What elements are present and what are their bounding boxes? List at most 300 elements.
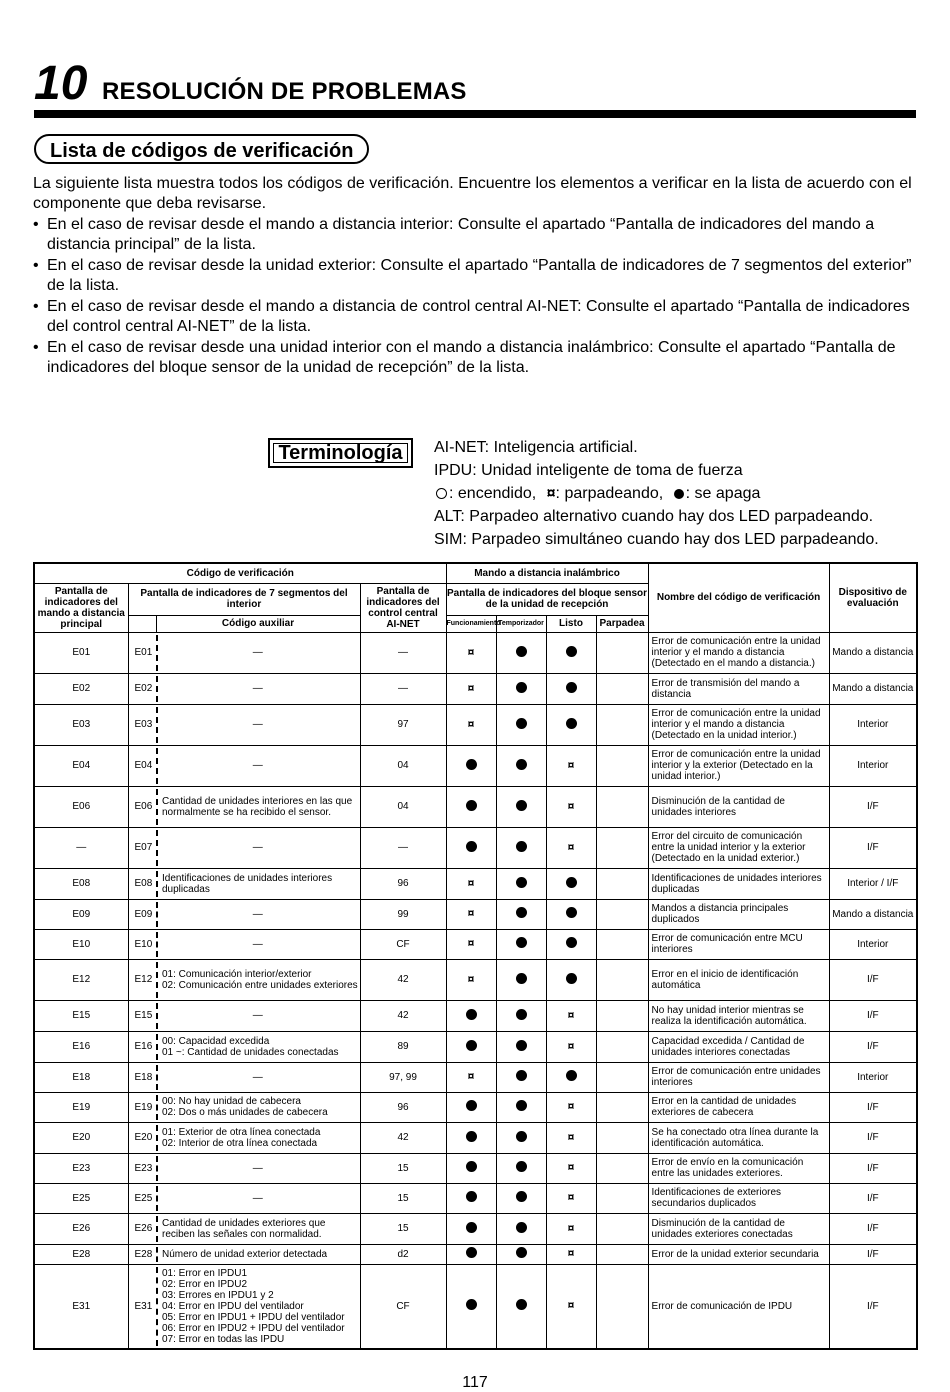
chapter-number: 10: [34, 57, 88, 110]
page-number: 117: [462, 1374, 488, 1391]
led-off-icon: [466, 759, 477, 770]
led-listo-cell: [546, 1000, 596, 1031]
led-func-cell: [446, 632, 496, 673]
led-off-icon: [466, 1191, 477, 1202]
led-par-cell: [596, 1062, 648, 1092]
intro-bullet-text: En el caso de revisar desde una unidad interior con el mando a distancia inalámbrico: Consulte el apartado “Pantalla de indicadores del bloque sensor de la unidad de recepción” de la lista.: [47, 339, 896, 376]
led-par-cell: [596, 745, 648, 786]
led-listo-cell: [546, 1031, 596, 1062]
aux-code-cell: [156, 1244, 360, 1264]
evaluation-device: I/F: [829, 1000, 917, 1031]
led-par-cell: [596, 899, 648, 929]
led-off-icon: [516, 718, 527, 729]
led-off-icon: [674, 489, 684, 499]
evaluation-device: I/F: [829, 1183, 917, 1213]
table-row: [34, 929, 917, 959]
led-blink-icon: ¤: [567, 1190, 575, 1204]
table-row: [34, 745, 917, 786]
seven-seg-code: E10: [128, 929, 156, 959]
header-temporizador: Temporizador: [496, 615, 546, 632]
led-func-cell: [446, 673, 496, 704]
seven-seg-code: E02: [128, 673, 156, 704]
led-off-icon: [466, 841, 477, 852]
aux-code-text: Identificaciones de unidades interiores duplicadas: [162, 872, 333, 895]
aux-code-cell: [156, 1122, 360, 1153]
led-temp-cell: [496, 1213, 546, 1244]
dashed-divider: [156, 871, 158, 897]
table-row: [34, 632, 917, 673]
check-code-name: Disminución de la cantidad de unidades interiores: [648, 786, 829, 827]
led-blink-icon: ¤: [567, 757, 575, 772]
header-listo: Listo: [546, 615, 596, 632]
led-par-cell: [596, 959, 648, 1000]
main-remote-code: E31: [34, 1264, 128, 1349]
aux-code-text: Cantidad de unidades exteriores que reciben las señales con normalidad.: [162, 1217, 326, 1240]
led-temp-cell: [496, 1153, 546, 1183]
led-blink-icon: ¤: [567, 798, 575, 813]
led-par-cell: [596, 1264, 648, 1349]
main-remote-code: E15: [34, 1000, 128, 1031]
aux-code-text: —: [252, 647, 263, 658]
main-remote-code: —: [34, 827, 128, 868]
check-code-name: Mandos a distancia principales duplicados: [648, 899, 829, 929]
main-remote-code: E18: [34, 1062, 128, 1092]
aux-code-text: —: [252, 683, 263, 694]
seven-seg-code: E20: [128, 1122, 156, 1153]
check-code-name: Error de transmisión del mando a distancia: [648, 673, 829, 704]
led-blink-icon: ¤: [567, 1038, 575, 1053]
dashed-divider: [156, 635, 158, 671]
led-blink-icon: ¤: [567, 1220, 575, 1235]
led-listo-cell: [546, 1153, 596, 1183]
led-func-cell: [446, 704, 496, 745]
header-main-remote: Pantalla de indicadores del mando a distancia principal: [34, 583, 128, 632]
led-par-cell: [596, 1031, 648, 1062]
led-temp-cell: [496, 1244, 546, 1264]
led-off-icon: [516, 1040, 527, 1051]
led-temp-cell: [496, 704, 546, 745]
led-func-cell: [446, 1264, 496, 1349]
led-temp-cell: [496, 899, 546, 929]
led-off-icon: [466, 800, 477, 811]
led-off-icon: [516, 1247, 527, 1258]
check-code-name: Se ha conectado otra línea durante la identificación automática.: [648, 1122, 829, 1153]
header-seven-seg: Pantalla de indicadores de 7 segmentos del interior: [128, 583, 360, 615]
evaluation-device: I/F: [829, 1244, 917, 1264]
header-aux-code: Código auxiliar: [156, 615, 360, 632]
led-blink-icon: ¤: [467, 716, 475, 731]
evaluation-device: Interior: [829, 929, 917, 959]
dashed-divider: [156, 932, 158, 957]
check-code-name: Capacidad excedida / Cantidad de unidades interiores conectadas: [648, 1031, 829, 1062]
led-blink-icon: ¤: [567, 1246, 575, 1260]
led-temp-cell: [496, 1031, 546, 1062]
led-off-icon: [466, 1009, 477, 1020]
led-par-cell: [596, 1000, 648, 1031]
led-on-icon: [436, 488, 447, 499]
led-off-icon: [566, 973, 577, 984]
led-listo-cell: [546, 786, 596, 827]
aux-code-text: —: [252, 1162, 263, 1174]
table-row: [34, 1183, 917, 1213]
led-blink-icon: ¤: [467, 936, 475, 950]
header-sensor-block: Pantalla de indicadores del bloque sensor de la unidad de recepción: [446, 583, 648, 615]
led-func-cell: [446, 1153, 496, 1183]
led-par-cell: [596, 1092, 648, 1122]
led-func-cell: [446, 745, 496, 786]
check-code-name: Error en el inicio de identificación automática: [648, 959, 829, 1000]
led-func-cell: [446, 1092, 496, 1122]
table-row: [34, 1213, 917, 1244]
term-led-legend: [434, 482, 879, 505]
led-par-cell: [596, 929, 648, 959]
led-listo-cell: [546, 868, 596, 899]
chapter-title: RESOLUCIÓN DE PROBLEMAS: [102, 78, 467, 105]
table-row: [34, 827, 917, 868]
led-temp-cell: [496, 673, 546, 704]
led-func-cell: [446, 1000, 496, 1031]
evaluation-device: I/F: [829, 1122, 917, 1153]
main-remote-code: E06: [34, 786, 128, 827]
table-row: [34, 1153, 917, 1183]
ainet-code: 15: [360, 1213, 446, 1244]
aux-code-text: 00: Capacidad excedida 01 ~: Cantidad de unidades conectadas: [162, 1035, 339, 1058]
aux-code-cell: [156, 827, 360, 868]
led-par-cell: [596, 827, 648, 868]
led-func-cell: [446, 1062, 496, 1092]
evaluation-device: I/F: [829, 1153, 917, 1183]
check-code-name: Error de comunicación de IPDU: [648, 1264, 829, 1349]
led-off-icon: [566, 907, 577, 918]
led-temp-cell: [496, 786, 546, 827]
seven-seg-code: E08: [128, 868, 156, 899]
led-off-icon: [516, 759, 527, 770]
dashed-divider: [156, 1186, 158, 1211]
main-remote-code: E16: [34, 1031, 128, 1062]
table-body: [34, 632, 917, 1349]
led-off-icon: [566, 877, 577, 888]
aux-code-text: —: [252, 719, 263, 730]
evaluation-device: I/F: [829, 1031, 917, 1062]
aux-code-text: —: [252, 842, 263, 853]
check-code-name: Error del circuito de comunicación entre la unidad interior y la exterior (Detectado en la unidad exterior.): [648, 827, 829, 868]
led-listo-cell: [546, 704, 596, 745]
header-parpadea: Parpadea: [596, 615, 648, 632]
seven-seg-code: E26: [128, 1213, 156, 1244]
led-off-icon: [516, 646, 527, 657]
led-off-icon: [516, 877, 527, 888]
dashed-divider: [156, 1267, 158, 1347]
led-off-icon: [516, 1161, 527, 1172]
seven-seg-code: E01: [128, 632, 156, 673]
dashed-divider: [156, 1065, 158, 1090]
led-blink-icon: ¤: [467, 644, 475, 659]
main-remote-code: E03: [34, 704, 128, 745]
ainet-code: 89: [360, 1031, 446, 1062]
aux-code-cell: [156, 704, 360, 745]
main-remote-code: E12: [34, 959, 128, 1000]
evaluation-device: I/F: [829, 1264, 917, 1349]
dashed-divider: [156, 1216, 158, 1242]
intro-bullet-text: En el caso de revisar desde la unidad exterior: Consulte el apartado “Pantalla de indicadores de 7 segmentos del exterior” de la lista.: [47, 257, 912, 294]
dashed-divider: [156, 676, 158, 702]
led-func-cell: [446, 1122, 496, 1153]
main-remote-code: E25: [34, 1183, 128, 1213]
ainet-code: 97: [360, 704, 446, 745]
aux-code-cell: [156, 1183, 360, 1213]
aux-code-text: —: [252, 1192, 263, 1204]
terminology-list: [434, 436, 879, 551]
evaluation-device: I/F: [829, 1213, 917, 1244]
led-func-cell: [446, 1183, 496, 1213]
header-rule: [34, 110, 916, 118]
header-code-name: Nombre del código de verificación: [648, 563, 829, 632]
seven-seg-code: E12: [128, 959, 156, 1000]
led-blink-icon: ¤: [546, 485, 556, 502]
led-temp-cell: [496, 1122, 546, 1153]
dashed-divider: [156, 1247, 158, 1262]
aux-code-cell: [156, 786, 360, 827]
seven-seg-code: E16: [128, 1031, 156, 1062]
intro-text: [33, 174, 913, 379]
main-remote-code: E04: [34, 745, 128, 786]
main-remote-code: E02: [34, 673, 128, 704]
led-blink-icon: ¤: [567, 1007, 575, 1022]
legend-on-text: : encendido,: [449, 485, 537, 502]
check-code-name: Identificaciones de unidades interiores duplicadas: [648, 868, 829, 899]
term-ipdu: IPDU: Unidad inteligente de toma de fuerza: [434, 462, 743, 479]
main-remote-code: E28: [34, 1244, 128, 1264]
check-code-name: No hay unidad interior mientras se realiza la identificación automática.: [648, 1000, 829, 1031]
led-temp-cell: [496, 1062, 546, 1092]
dashed-divider: [156, 1003, 158, 1029]
aux-code-cell: [156, 1062, 360, 1092]
led-blink-icon: ¤: [567, 1298, 575, 1313]
led-func-cell: [446, 1031, 496, 1062]
check-code-name: Identificaciones de exteriores secundarios duplicados: [648, 1183, 829, 1213]
dashed-divider: [156, 789, 158, 825]
led-blink-icon: ¤: [567, 839, 575, 854]
header-check-code: Código de verificación: [34, 563, 446, 583]
led-temp-cell: [496, 1183, 546, 1213]
led-off-icon: [466, 1131, 477, 1142]
aux-code-cell: [156, 1031, 360, 1062]
led-off-icon: [566, 682, 577, 693]
aux-code-text: 00: No hay unidad de cabecera 02: Dos o más unidades de cabecera: [162, 1096, 328, 1118]
table-row: [34, 959, 917, 1000]
led-temp-cell: [496, 632, 546, 673]
ainet-code: CF: [360, 929, 446, 959]
aux-code-text: —: [252, 1071, 263, 1083]
seven-seg-code: E07: [128, 827, 156, 868]
dashed-divider: [156, 748, 158, 784]
legend-blink-text: : parpadeando,: [555, 485, 664, 502]
check-code-name: Error de envío en la comunicación entre las unidades exteriores.: [648, 1153, 829, 1183]
seven-seg-code: E09: [128, 899, 156, 929]
check-code-name: Error de comunicación entre la unidad interior y el mando a distancia (Detectado en el mando a distancia.): [648, 632, 829, 673]
led-blink-icon: ¤: [567, 1160, 575, 1174]
aux-code-cell: [156, 632, 360, 673]
led-func-cell: [446, 1244, 496, 1264]
led-par-cell: [596, 1183, 648, 1213]
dashed-divider: [156, 1125, 158, 1151]
header-device: Dispositivo de evaluación: [829, 563, 917, 632]
aux-code-text: 01: Exterior de otra línea conectada 02: Interior de otra línea conectada: [162, 1126, 321, 1149]
aux-code-text: —: [252, 938, 263, 950]
led-blink-icon: ¤: [467, 971, 475, 986]
seven-seg-code: E15: [128, 1000, 156, 1031]
ainet-code: 99: [360, 899, 446, 929]
seven-seg-code: E19: [128, 1092, 156, 1122]
aux-code-cell: [156, 1000, 360, 1031]
led-listo-cell: [546, 959, 596, 1000]
header-funcionamiento: Funcionamiento: [446, 615, 496, 632]
intro-bullet: [33, 338, 913, 378]
evaluation-device: Interior / I/F: [829, 868, 917, 899]
main-remote-code: E01: [34, 632, 128, 673]
bullet-icon: •: [33, 339, 39, 356]
led-off-icon: [466, 1247, 477, 1258]
aux-code-cell: [156, 673, 360, 704]
led-par-cell: [596, 632, 648, 673]
led-par-cell: [596, 1122, 648, 1153]
aux-code-text: Cantidad de unidades interiores en las que normalmente se ha recibido el sensor.: [162, 795, 353, 818]
led-off-icon: [516, 800, 527, 811]
led-off-icon: [516, 973, 527, 984]
led-listo-cell: [546, 827, 596, 868]
led-func-cell: [446, 786, 496, 827]
evaluation-device: I/F: [829, 786, 917, 827]
evaluation-device: Interior: [829, 745, 917, 786]
led-listo-cell: [546, 1122, 596, 1153]
led-listo-cell: [546, 1244, 596, 1264]
led-temp-cell: [496, 745, 546, 786]
ainet-code: 96: [360, 868, 446, 899]
led-par-cell: [596, 1244, 648, 1264]
main-remote-code: E26: [34, 1213, 128, 1244]
main-remote-code: E23: [34, 1153, 128, 1183]
led-par-cell: [596, 868, 648, 899]
led-off-icon: [516, 1299, 527, 1310]
aux-code-cell: [156, 959, 360, 1000]
ainet-code: —: [360, 827, 446, 868]
aux-code-text: —: [252, 760, 263, 771]
ainet-code: 04: [360, 786, 446, 827]
aux-code-cell: [156, 899, 360, 929]
aux-code-text: Número de unidad exterior detectada: [162, 1248, 328, 1260]
led-listo-cell: [546, 1264, 596, 1349]
ainet-code: 42: [360, 959, 446, 1000]
table-row: [34, 1244, 917, 1264]
term-ainet: AI-NET: Inteligencia artificial.: [434, 439, 638, 456]
table-row: [34, 1000, 917, 1031]
dashed-divider: [156, 902, 158, 927]
ainet-code: 42: [360, 1122, 446, 1153]
check-code-name: Disminución de la cantidad de unidades exteriores conectadas: [648, 1213, 829, 1244]
led-off-icon: [516, 1131, 527, 1142]
led-temp-cell: [496, 868, 546, 899]
table-row: [34, 786, 917, 827]
led-blink-icon: ¤: [567, 1099, 575, 1113]
led-blink-icon: ¤: [467, 680, 475, 695]
aux-code-text: 01: Comunicación interior/exterior 02: Comunicación entre unidades exteriores: [162, 968, 358, 991]
ainet-code: —: [360, 632, 446, 673]
seven-seg-code: E25: [128, 1183, 156, 1213]
led-func-cell: [446, 959, 496, 1000]
seven-seg-code: E03: [128, 704, 156, 745]
seven-seg-code: E31: [128, 1264, 156, 1349]
intro-paragraph: La siguiente lista muestra todos los códigos de verificación. Encuentre los elementos a verificar en la lista de acuerdo con el componente que deba revisarse.: [33, 175, 912, 212]
intro-bullet-text: En el caso de revisar desde el mando a distancia interior: Consulte el apartado “Pantalla de indicadores del mando a distancia principal” de la lista.: [47, 216, 875, 253]
seven-seg-code: E23: [128, 1153, 156, 1183]
seven-seg-code: E04: [128, 745, 156, 786]
led-par-cell: [596, 786, 648, 827]
led-temp-cell: [496, 959, 546, 1000]
aux-code-cell: [156, 745, 360, 786]
aux-code-text: 01: Error en IPDU1 02: Error en IPDU2 03: Errores en IPDU1 y 2 04: Error en IPDU del ventilador 05: Error en IPDU1 + IPDU del ventilador 06: Error en IPDU2 + IPDU del ventilador 07: Error en todas las IPDU: [162, 1267, 345, 1345]
table-row: [34, 1122, 917, 1153]
ainet-code: 15: [360, 1153, 446, 1183]
aux-code-cell: [156, 1092, 360, 1122]
intro-bullet-list: [33, 215, 913, 378]
led-par-cell: [596, 673, 648, 704]
dashed-divider: [156, 962, 158, 998]
table-row: [34, 673, 917, 704]
led-func-cell: [446, 929, 496, 959]
term-alt: ALT: Parpadeo alternativo cuando hay dos LED parpadeando.: [434, 508, 874, 525]
bullet-icon: •: [33, 298, 39, 315]
led-off-icon: [516, 937, 527, 948]
led-listo-cell: [546, 929, 596, 959]
main-remote-code: E09: [34, 899, 128, 929]
led-off-icon: [516, 1100, 527, 1111]
header-wireless-remote: Mando a distancia inalámbrico: [446, 563, 648, 583]
ainet-code: d2: [360, 1244, 446, 1264]
aux-code-cell: [156, 929, 360, 959]
intro-bullet: [33, 297, 913, 337]
ainet-code: 97, 99: [360, 1062, 446, 1092]
bullet-icon: •: [33, 257, 39, 274]
led-off-icon: [466, 1222, 477, 1233]
led-blink-icon: ¤: [467, 1069, 475, 1083]
led-off-icon: [566, 718, 577, 729]
led-off-icon: [566, 937, 577, 948]
led-par-cell: [596, 1153, 648, 1183]
table-row: [34, 899, 917, 929]
led-off-icon: [466, 1040, 477, 1051]
led-temp-cell: [496, 1000, 546, 1031]
led-par-cell: [596, 704, 648, 745]
led-temp-cell: [496, 1264, 546, 1349]
seven-seg-code: E18: [128, 1062, 156, 1092]
led-off-icon: [516, 1191, 527, 1202]
led-blink-icon: ¤: [467, 875, 475, 890]
aux-code-text: —: [252, 1010, 263, 1021]
led-listo-cell: [546, 673, 596, 704]
led-listo-cell: [546, 1062, 596, 1092]
terminology-label: Terminología: [268, 438, 413, 468]
led-off-icon: [466, 1100, 477, 1111]
led-temp-cell: [496, 929, 546, 959]
table-row: [34, 868, 917, 899]
aux-code-cell: [156, 1264, 360, 1349]
led-off-icon: [466, 1161, 477, 1172]
led-listo-cell: [546, 899, 596, 929]
ainet-code: 96: [360, 1092, 446, 1122]
table-row: [34, 1062, 917, 1092]
table-row: [34, 1092, 917, 1122]
header-seg-blank: [128, 615, 156, 632]
